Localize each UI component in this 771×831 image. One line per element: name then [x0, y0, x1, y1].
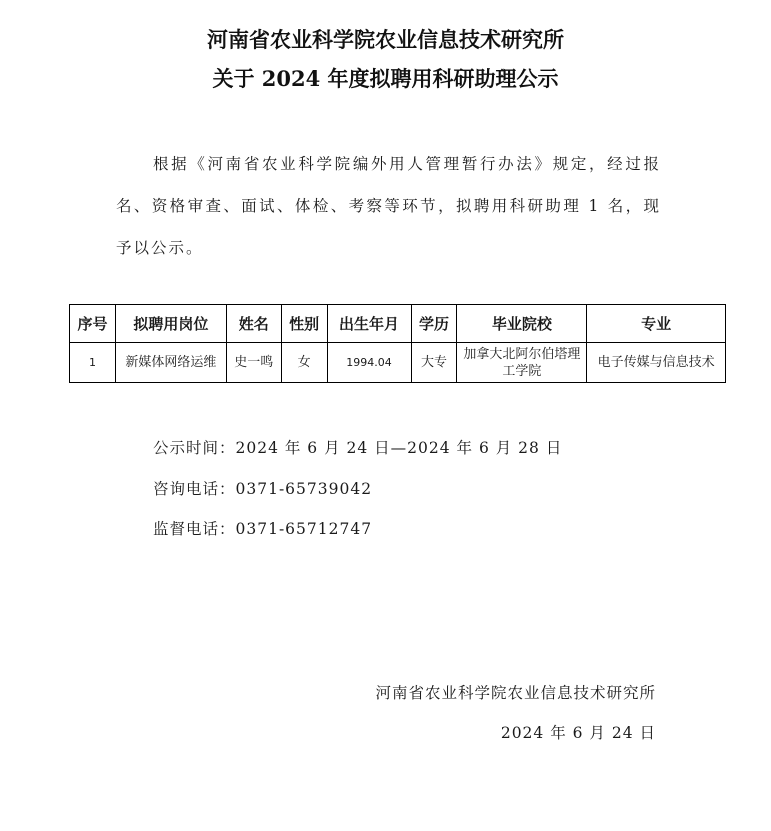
signature-org: 河南省农业科学院农业信息技术研究所 [375, 684, 656, 702]
cell-index: 1 [70, 343, 116, 383]
signature-date: 2024 年 6 月 24 日 [500, 724, 656, 742]
supervise-phone: 监督电话：0371-65712747 [153, 520, 373, 538]
table-header-row [70, 305, 726, 343]
header-gender: 性别 [281, 305, 327, 343]
cell-birth: 1994.04 [327, 343, 411, 383]
header-school: 毕业院校 [457, 305, 587, 343]
header-position: 拟聘用岗位 [115, 305, 226, 343]
body-paragraph: 根据《河南省农业科学院编外用人管理暂行办法》规定，经过报名、资格审查、面试、体检、考察等环节，拟聘用科研助理 1 名，现予以公示。 [116, 155, 661, 257]
header-major: 专业 [587, 305, 726, 343]
header-index: 序号 [70, 305, 116, 343]
consult-phone: 咨询电话：0371-65739042 [153, 480, 373, 498]
publicity-period: 公示时间：2024 年 6 月 24 日—2024 年 6 月 28 日 [153, 439, 563, 457]
header-name: 姓名 [226, 305, 281, 343]
candidate-table [69, 304, 726, 383]
cell-education: 大专 [411, 343, 457, 383]
cell-position: 新媒体网络运维 [115, 343, 226, 383]
cell-name: 史一鸣 [226, 343, 281, 383]
header-education: 学历 [411, 305, 457, 343]
table-row [70, 343, 726, 383]
title-line-2: 关于 2024 年度拟聘用科研助理公示 [212, 66, 559, 91]
cell-gender: 女 [281, 343, 327, 383]
header-birth: 出生年月 [327, 305, 411, 343]
cell-major: 电子传媒与信息技术 [587, 343, 726, 383]
title-line-1: 河南省农业科学院农业信息技术研究所 [207, 27, 564, 52]
cell-school: 加拿大北阿尔伯塔理工学院 [457, 343, 587, 383]
